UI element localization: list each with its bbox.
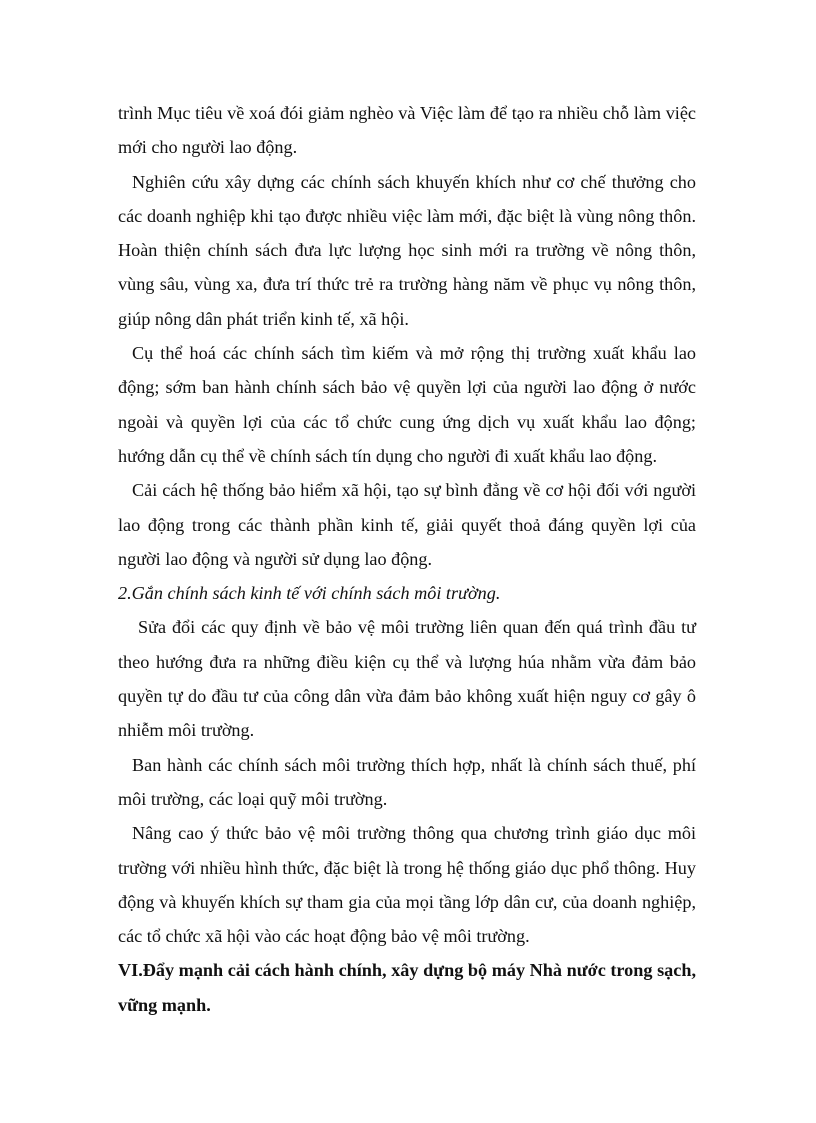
document-page: [118, 96, 696, 1022]
paragraph-environment-awareness: Nâng cao ý thức bảo vệ môi trường thông qua chương trình giáo dục môi trường với nhiều hình thức, đặc biệt là trong hệ thống giáo dục phổ thông. Huy động và khuyến khích sự tham gia của mọi tầng lớp dân cư, của doanh nghiệp, các tổ chức xã hội vào các hoạt động bảo vệ môi trường.: [118, 823, 696, 947]
section-heading-administrative-reform: VI.Đẩy mạnh cải cách hành chính, xây dựng bộ máy Nhà nước trong sạch, vững mạnh.: [118, 960, 696, 1015]
paragraph-environment-regulations: Sửa đổi các quy định về bảo vệ môi trường liên quan đến quá trình đầu tư theo hướng đưa ra những điều kiện cụ thể và lượng húa nhằm vừa đảm bảo quyền tự do đầu tư của công dân vừa đảm bảo không xuất hiện nguy cơ gây ô nhiễm môi trường.: [118, 617, 696, 741]
paragraph-social-insurance: Cải cách hệ thống bảo hiểm xã hội, tạo sự bình đẳng về cơ hội đối với người lao động trong các thành phần kinh tế, giải quyết thoả đáng quyền lợi của người lao động và người sử dụng lao động.: [118, 480, 696, 569]
paragraph-incentive-policies: Nghiên cứu xây dựng các chính sách khuyến khích như cơ chế thưởng cho các doanh nghiệp khi tạo được nhiều việc làm mới, đặc biệt là vùng nông thôn. Hoàn thiện chính sách đưa lực lượng học sinh mới ra trường về nông thôn, vùng sâu, vùng xa, đưa trí thức trẻ ra trường hàng năm về phục vụ nông thôn, giúp nông dân phát triển kinh tế, xã hội.: [118, 171, 696, 329]
paragraph-environment-policies: Ban hành các chính sách môi trường thích hợp, nhất là chính sách thuế, phí môi trường, các loại quỹ môi trường.: [118, 754, 696, 809]
paragraph-labor-export: Cụ thể hoá các chính sách tìm kiếm và mở rộng thị trường xuất khẩu lao động; sớm ban hành chính sách bảo vệ quyền lợi của người lao động ở nước ngoài và quyền lợi của các tổ chức cung ứng dịch vụ xuất khẩu lao động; hướng dẫn cụ thể về chính sách tín dụng cho người đi xuất khẩu lao động.: [118, 343, 696, 466]
section-heading-environment: 2.Gắn chính sách kinh tế với chính sách môi trường.: [118, 583, 501, 604]
paragraph-job-programs: trình Mục tiêu về xoá đói giảm nghèo và Việc làm để tạo ra nhiều chỗ làm việc mới cho người lao động.: [118, 103, 696, 158]
